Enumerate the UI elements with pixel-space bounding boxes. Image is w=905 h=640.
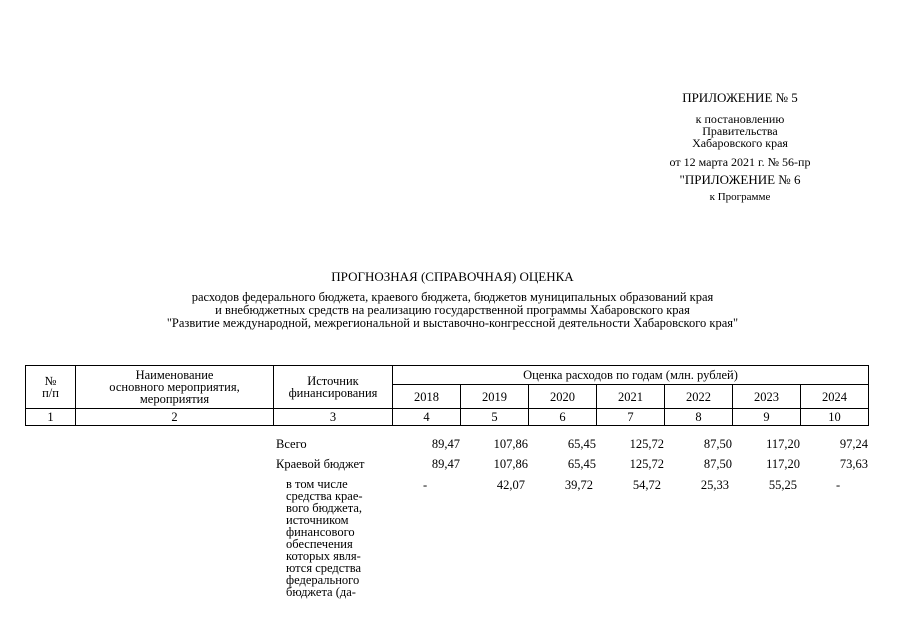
year-header: 2019 (461, 385, 529, 409)
column-number: 6 (529, 409, 597, 426)
year-header: 2023 (733, 385, 801, 409)
value-cell: 87,50 (703, 437, 732, 451)
value-cell: 42,07 (496, 478, 525, 492)
col-header-source: Источник финансирования (274, 366, 393, 409)
value-cell: - (836, 478, 841, 492)
column-number: 4 (393, 409, 461, 426)
value-cell: - (423, 478, 428, 492)
column-number: 5 (461, 409, 529, 426)
value-cell: 65,45 (567, 457, 596, 471)
column-number: 2 (76, 409, 274, 426)
col-header-number: № п/п (26, 366, 76, 409)
subtitle-line-2: и внебюджетных средств на реализацию государственной программы Хабаровского края (215, 303, 690, 317)
value-cell: 89,47 (431, 437, 460, 451)
year-header: 2020 (529, 385, 597, 409)
value-cell: 97,24 (839, 437, 868, 451)
year-header: 2021 (597, 385, 665, 409)
column-number: 1 (26, 409, 76, 426)
appendix-5-label: ПРИЛОЖЕНИЕ № 5 (682, 90, 798, 105)
value-cell: 54,72 (632, 478, 661, 492)
column-number: 8 (665, 409, 733, 426)
value-cell: 87,50 (703, 457, 732, 471)
row-source-label: в том числе средства крае- вого бюджета, источником финансового обеспечения которых явля- ются средства федерального бюджета (да- (286, 477, 363, 599)
region-label: Хабаровского края (692, 136, 788, 150)
col-header-name: Наименование основного мероприятия, мероприятия (76, 366, 274, 409)
year-header: 2022 (665, 385, 733, 409)
value-cell: 125,72 (629, 457, 664, 471)
value-cell: 55,25 (768, 478, 797, 492)
value-cell: 25,33 (700, 478, 729, 492)
to-program-label: к Программе (709, 191, 771, 203)
row-source-label: Всего (276, 437, 307, 451)
value-cell: 107,86 (493, 437, 528, 451)
value-cell: 107,86 (493, 457, 528, 471)
to-resolution-label: к постановлению (695, 112, 785, 126)
value-cell: 117,20 (766, 437, 800, 451)
subtitle-line-1: расходов федерального бюджета, краевого бюджета, бюджетов муниципальных образований края (191, 290, 714, 304)
year-header: 2018 (393, 385, 461, 409)
value-cell: 89,47 (431, 457, 460, 471)
date-number-label: от 12 марта 2021 г. № 56-пр (669, 155, 811, 169)
col-header-estimate: Оценка расходов по годам (млн. рублей) (393, 366, 869, 385)
government-label: Правительства (702, 124, 778, 138)
estimate-table-header (25, 365, 869, 426)
value-cell: 73,63 (839, 457, 868, 471)
column-number: 10 (801, 409, 869, 426)
value-cell: 125,72 (629, 437, 664, 451)
value-cell: 117,20 (766, 457, 800, 471)
column-number: 7 (597, 409, 665, 426)
appendix-6-label: "ПРИЛОЖЕНИЕ № 6 (679, 172, 801, 187)
value-cell: 39,72 (564, 478, 593, 492)
column-number: 3 (274, 409, 393, 426)
row-source-label: Краевой бюджет (276, 457, 365, 471)
document-title: ПРОГНОЗНАЯ (СПРАВОЧНАЯ) ОЦЕНКА (331, 269, 574, 284)
value-cell: 65,45 (567, 437, 596, 451)
year-header: 2024 (801, 385, 869, 409)
subtitle-line-3: "Развитие международной, межрегиональной и выставочно-конгрессной деятельности Хабаровского края" (166, 316, 739, 330)
column-number: 9 (733, 409, 801, 426)
